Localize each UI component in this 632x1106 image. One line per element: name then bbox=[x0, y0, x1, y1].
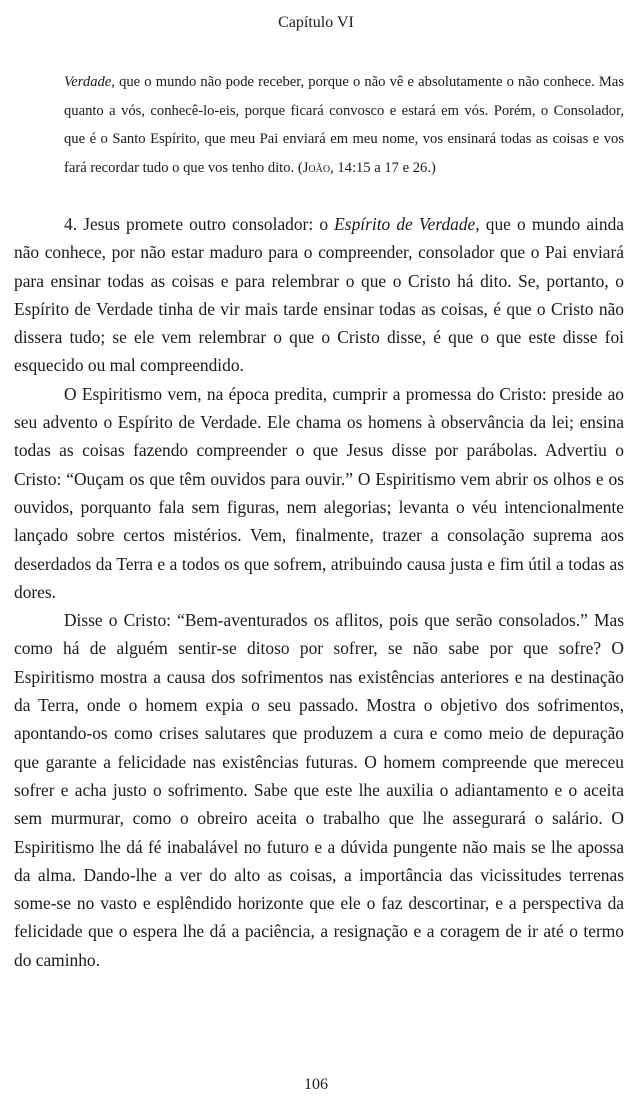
paragraph-espiritismo: O Espiritismo vem, na época predita, cumprir a promessa do Cristo: preside ao seu advento o Espírito de Verdade. Ele chama os homens à observância da lei; ensina todas as coisas fazendo compreender o que Jesus disse por parábolas. Advertiu o Cristo: “Ouçam os que têm ouvidos para ouvir.” O Espiritismo vem abrir os olhos e os ouvidos, porquanto fala sem figuras, nem alegorias; levanta o véu intencionalmente lançado sobre certos mistérios. Vem, finalmente, trazer a consolação suprema aos deserdados da Terra e a todos os que sofrem, atribuindo causa justa e fim útil a todas as dores. bbox=[14, 383, 624, 602]
paragraph-4-lead: 4. Jesus promete outro consolador: o bbox=[64, 214, 335, 234]
quote-citation-name: João bbox=[302, 159, 331, 176]
quote-paragraph bbox=[64, 68, 624, 182]
quote-text: , que o mundo não pode receber, porque o não vê e absolutamente o não conhece. Mas quanto a vós, conhecê-lo-eis, porque ficará convosco e estará em vós. Porém, o Consolador, que é o Santo Espírito, que meu Pai enviará em meu nome, vos ensinará todas as coisas e vos fará recordar tudo o que vos tenho dito. bbox=[64, 74, 624, 176]
paragraph-bem-aventurados: Disse o Cristo: “Bem-aventurados os aflitos, pois que serão consolados.” Mas como há de alguém sentir-se ditoso por sofrer, se não sabe por que sofre? O Espiritismo mostra a causa dos sofrimentos nas existências anteriores e na destinação da Terra, onde o homem expia o seu passado. Mostra o objetivo dos sofrimentos, apontando-os como crises salutares que produzem a cura e como meio de depuração que garante a felicidade nas existências futuras. O homem compreende que mereceu sofrer e acha justo o sofrimento. Sabe que este lhe auxilia o adiantamento e o aceita sem murmurar, como o obreiro aceita o trabalho que lhe assegurará o salário. O Espiritismo lhe dá fé inabalável no futuro e a dúvida pungente não mais se lhe apossa da alma. Dando-lhe a ver do alto as coisas, a importância das vicissitudes terrenas some-se no vasto e esplêndido horizonte que ele o faz descortinar, e a perspectiva da felicidade que o espera lhe dá a paciência, a resignação e a coragem de ir até o termo do caminho. bbox=[14, 610, 624, 970]
quote-citation-open: ( bbox=[297, 159, 303, 176]
body-text bbox=[14, 210, 624, 974]
running-head: Capítulo VI bbox=[278, 14, 354, 31]
scripture-quote bbox=[64, 68, 624, 182]
quote-citation-rest: , 14:15 a 17 e 26.) bbox=[330, 159, 436, 176]
page-number: 106 bbox=[304, 1076, 328, 1093]
paragraph-4 bbox=[14, 210, 624, 380]
paragraph-4-rest: , que o mundo ainda não conhece, por não estar maduro para o compreender, consolador que o Pai enviará para ensinar todas as coisas e para relembrar o que o Cristo há dito. Se, portanto, o Espírito de Verdade tinha de vir mais tarde ensinar todas as coisas, é que o Cristo não dissera tudo; se ele vem relembrar o que o Cristo disse, é que o que este disse foi esquecido ou mal compreendido. bbox=[14, 214, 624, 376]
quote-lead-italic: Verdade bbox=[64, 74, 112, 90]
paragraph-4-italic: Espírito de Verdade bbox=[334, 214, 476, 234]
